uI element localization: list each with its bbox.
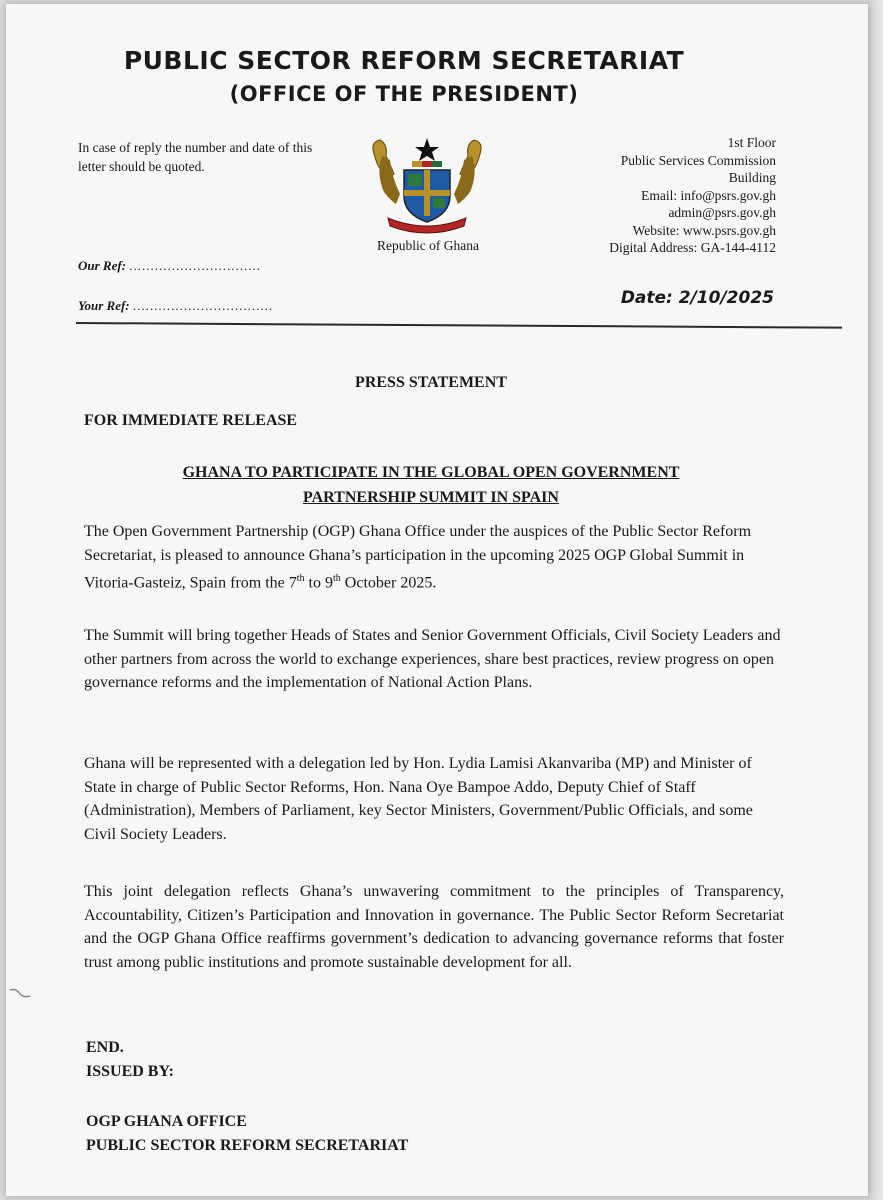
address-line: Building <box>728 170 776 185</box>
paragraph-3: Ghana will be represented with a delegation led by Hon. Lydia Lamisi Akanvariba (MP) and Minister of State in charge of Public Sector Reforms, Hon. Nana Oye Bampoe Addo, Deputy Chief of Staff (Administration), Members of Parliament, key Sector Ministers, Government/Public Officials, and some Civil Society Leaders. <box>84 755 753 843</box>
headline <box>106 460 756 510</box>
release-note: FOR IMMEDIATE RELEASE <box>84 412 298 429</box>
our-ref-dots: ............................... <box>129 258 262 273</box>
header-divider <box>76 322 842 329</box>
issued-by-label: ISSUED BY: <box>86 1063 174 1080</box>
address-digital: Digital Address: GA-144-4112 <box>609 240 776 255</box>
p1-sup-1: th <box>296 573 305 584</box>
issuer-block <box>86 1110 408 1158</box>
headline-line-2: PARTNERSHIP SUMMIT IN SPAIN <box>303 489 559 506</box>
org-subtitle: (OFFICE OF THE PRESIDENT) <box>229 82 579 106</box>
letter-date: Date: 2/10/2025 <box>620 288 774 308</box>
statement-type: PRESS STATEMENT <box>355 374 507 391</box>
coat-of-arms-icon <box>366 134 488 234</box>
address-block <box>546 134 776 257</box>
address-email-2: admin@psrs.gov.gh <box>668 205 776 220</box>
p1-text-c: October 2025. <box>340 574 437 592</box>
margin-mark-icon <box>8 984 34 1004</box>
your-ref <box>78 298 273 314</box>
coat-caption: Republic of Ghana <box>377 238 479 253</box>
issuer-1: OGP GHANA OFFICE <box>86 1113 247 1130</box>
p1-sup-2: th <box>333 573 341 584</box>
paragraph-2: The Summit will bring together Heads of States and Senior Government Officials, Civil Society Leaders and other partners from across the world to exchange experiences, share best practices, review progress on open governance reforms and the implementation of National Action Plans. <box>84 627 781 691</box>
your-ref-dots: ................................. <box>132 298 274 313</box>
paragraph-4: This joint delegation reflects Ghana’s unwavering commitment to the principles of Transparency, Accountability, Citizen’s Participation and Innovation in governance. The Public Sector Reform Secretariat and the OGP Ghana Office reaffirms government’s dedication to advancing governance reforms that foster trust among public institutions and promote sustainable development for all. <box>84 883 784 971</box>
p1-text-b: to 9 <box>304 574 333 592</box>
reply-note: In case of reply the number and date of this letter should be quoted. <box>78 140 313 174</box>
closing-block <box>86 1036 174 1084</box>
headline-line-1: GHANA TO PARTICIPATE IN THE GLOBAL OPEN GOVERNMENT <box>182 464 680 481</box>
issuer-2: PUBLIC SECTOR REFORM SECRETARIAT <box>86 1137 409 1154</box>
address-line: Public Services Commission <box>620 152 776 168</box>
p1-text-a: The Open Government Partnership (OGP) Ghana Office under the auspices of the Public Sector Reform Secretariat, is pleased to announce Ghana’s participation in the upcoming 2025 OGP Global Summit in Vitoria-Gasteiz, Spain from the 7 <box>84 523 752 592</box>
address-line: 1st Floor <box>727 135 776 150</box>
letter-page <box>6 4 868 1196</box>
your-ref-label: Your Ref: <box>78 298 130 313</box>
address-website: Website: www.psrs.gov.gh <box>632 222 776 238</box>
our-ref-label: Our Ref: <box>78 258 127 273</box>
paragraph-1 <box>84 520 784 595</box>
end-marker: END. <box>86 1039 124 1056</box>
scan-edge <box>867 0 883 1200</box>
address-email: Email: info@psrs.gov.gh <box>641 187 776 203</box>
our-ref <box>78 258 261 274</box>
org-title: PUBLIC SECTOR REFORM SECRETARIAT <box>123 46 685 75</box>
